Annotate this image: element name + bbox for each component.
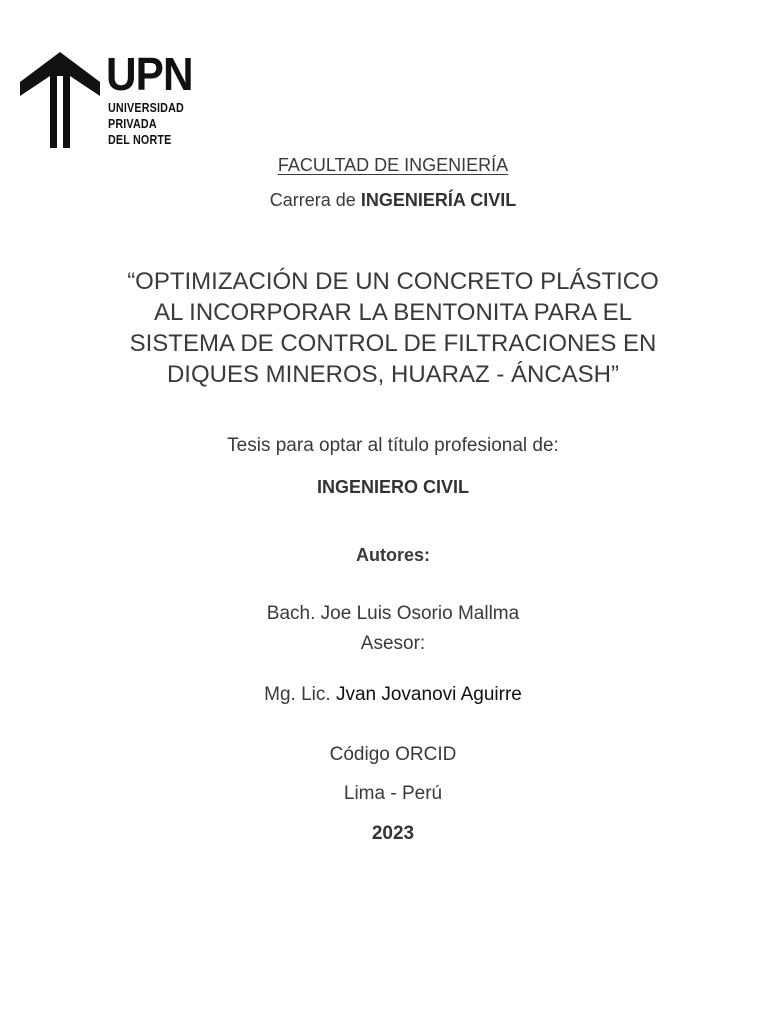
career-line <box>0 190 768 211</box>
logo-university-name <box>108 100 184 148</box>
thesis-title-line-1: “OPTIMIZACIÓN DE UN CONCRETO PLÁSTICO <box>127 268 659 295</box>
place: Lima - Perú <box>343 783 443 804</box>
logo-line-2: PRIVADA <box>108 117 157 131</box>
advisor-prefix: Mg. Lic. <box>264 684 331 705</box>
advisor-line <box>0 684 768 706</box>
authors-label: Autores: <box>355 545 430 565</box>
thesis-title <box>0 266 768 390</box>
university-logo <box>20 48 200 152</box>
thesis-title-line-2: AL INCORPORAR LA BENTONITA PARA EL <box>154 299 632 326</box>
degree-title: INGENIERO CIVIL <box>316 477 469 497</box>
advisor-name: Jvan Jovanovi Aguirre <box>335 684 522 705</box>
career-prefix: Carrera de <box>269 190 356 210</box>
author-name: Bach. Joe Luis Osorio Mallma <box>266 603 520 624</box>
thesis-title-line-4: DIQUES MINEROS, HUARAZ - ÁNCASH” <box>166 361 620 388</box>
advisor-label: Asesor: <box>360 633 426 654</box>
upn-arrow-logo-icon <box>20 52 100 148</box>
thesis-title-line-3: SISTEMA DE CONTROL DE FILTRACIONES EN <box>129 330 657 357</box>
faculty-heading: FACULTAD DE INGENIERÍA <box>277 155 509 175</box>
logo-line-3: DEL NORTE <box>108 133 172 147</box>
year: 2023 <box>371 823 415 844</box>
orcid-label: Código ORCID <box>329 744 457 765</box>
logo-acronym: UPN <box>106 48 193 100</box>
career-name: INGENIERÍA CIVIL <box>360 190 517 210</box>
logo-line-1: UNIVERSIDAD <box>108 101 184 115</box>
thesis-purpose: Tesis para optar al título profesional de: <box>227 435 559 456</box>
